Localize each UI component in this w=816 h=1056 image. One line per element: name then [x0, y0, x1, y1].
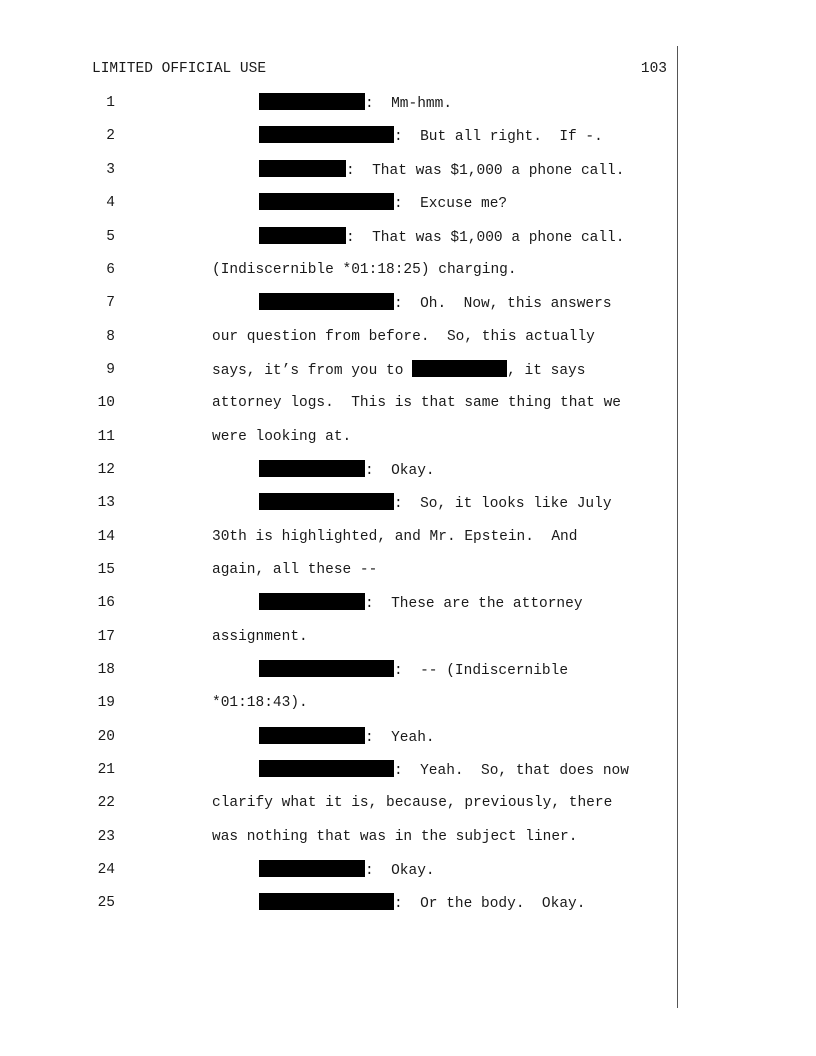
continuation-line [212, 527, 577, 547]
line-text: : Yeah. So, that does now [394, 763, 629, 779]
continuation-line [212, 827, 577, 847]
classification-header: LIMITED OFFICIAL USE [92, 61, 267, 77]
line-number: 12 [97, 462, 115, 478]
line-text: 30th is highlighted, and Mr. Epstein. And [212, 529, 578, 545]
redacted-speaker-name [259, 160, 346, 177]
speaker-line [259, 493, 612, 514]
line-text: were looking at. [212, 429, 352, 445]
line-text: : Oh. Now, this answers [394, 296, 612, 312]
continuation-line [212, 693, 308, 713]
redacted-speaker-name [259, 893, 394, 910]
continuation-line [212, 327, 595, 347]
continuation-line [212, 393, 621, 413]
speaker-line [259, 893, 585, 914]
line-text: : Mm-hmm. [365, 96, 453, 112]
speaker-line [259, 160, 624, 181]
line-number: 3 [106, 162, 115, 178]
line-text: : So, it looks like July [394, 496, 612, 512]
line-number: 24 [97, 862, 115, 878]
line-number: 23 [97, 829, 115, 845]
line-text: assignment. [212, 629, 308, 645]
line-text: : These are the attorney [365, 596, 583, 612]
line-text-after: , it says [507, 363, 586, 379]
line-number: 18 [97, 662, 115, 678]
redacted-speaker-name [259, 293, 394, 310]
speaker-line [259, 93, 452, 114]
line-number: 2 [106, 128, 115, 144]
margin-rule [677, 46, 678, 1008]
line-text: : Yeah. [365, 730, 435, 746]
line-number: 14 [97, 529, 115, 545]
line-text: our question from before. So, this actually [212, 329, 595, 345]
line-text: : That was $1,000 a phone call. [346, 163, 625, 179]
line-text: was nothing that was in the subject liner. [212, 829, 578, 845]
line-text: : Okay. [365, 863, 435, 879]
speaker-line [259, 126, 603, 147]
line-text: attorney logs. This is that same thing that we [212, 395, 621, 411]
line-number: 11 [97, 429, 115, 445]
speaker-line [259, 227, 624, 248]
line-number: 17 [97, 629, 115, 645]
line-text: : Or the body. Okay. [394, 896, 586, 912]
speaker-line [259, 660, 568, 681]
line-number: 1 [106, 95, 115, 111]
redacted-speaker-name [259, 193, 394, 210]
continuation-line [212, 427, 351, 447]
redacted-speaker-name [259, 227, 346, 244]
redacted-speaker-name [259, 760, 394, 777]
line-number: 9 [106, 362, 115, 378]
line-text: clarify what it is, because, previously, there [212, 795, 613, 811]
line-number: 20 [97, 729, 115, 745]
speaker-line [259, 593, 583, 614]
line-text: again, all these -- [212, 562, 378, 578]
redacted-name [412, 360, 507, 377]
continuation-line [212, 360, 585, 381]
line-text: *01:18:43). [212, 695, 308, 711]
line-number: 16 [97, 595, 115, 611]
redacted-speaker-name [259, 727, 365, 744]
continuation-line [212, 793, 612, 813]
continuation-line [212, 260, 517, 280]
speaker-line [259, 293, 612, 314]
speaker-line [259, 727, 435, 748]
line-number: 8 [106, 329, 115, 345]
line-number: 6 [106, 262, 115, 278]
speaker-line [259, 460, 435, 481]
redacted-speaker-name [259, 660, 394, 677]
redacted-speaker-name [259, 493, 394, 510]
line-number: 10 [97, 395, 115, 411]
line-number: 21 [97, 762, 115, 778]
continuation-line [212, 627, 308, 647]
line-number: 5 [106, 229, 115, 245]
line-text: : Excuse me? [394, 196, 508, 212]
page-number: 103 [640, 61, 667, 77]
redacted-speaker-name [259, 860, 365, 877]
redacted-speaker-name [259, 126, 394, 143]
speaker-line [259, 193, 507, 214]
redacted-speaker-name [259, 593, 365, 610]
line-text: : That was $1,000 a phone call. [346, 230, 625, 246]
line-text: : But all right. If -. [394, 129, 603, 145]
line-text: : Okay. [365, 463, 435, 479]
line-text: (Indiscernible *01:18:25) charging. [212, 262, 517, 278]
line-number: 4 [106, 195, 115, 211]
line-number: 7 [106, 295, 115, 311]
line-number: 25 [97, 895, 115, 911]
line-text: says, it’s from you to [212, 363, 413, 379]
continuation-line [212, 560, 377, 580]
speaker-line [259, 860, 435, 881]
line-number: 13 [97, 495, 115, 511]
line-number: 22 [97, 795, 115, 811]
line-text: : -- (Indiscernible [394, 663, 569, 679]
line-number: 19 [97, 695, 115, 711]
line-number: 15 [97, 562, 115, 578]
speaker-line [259, 760, 629, 781]
redacted-speaker-name [259, 460, 365, 477]
redacted-speaker-name [259, 93, 365, 110]
